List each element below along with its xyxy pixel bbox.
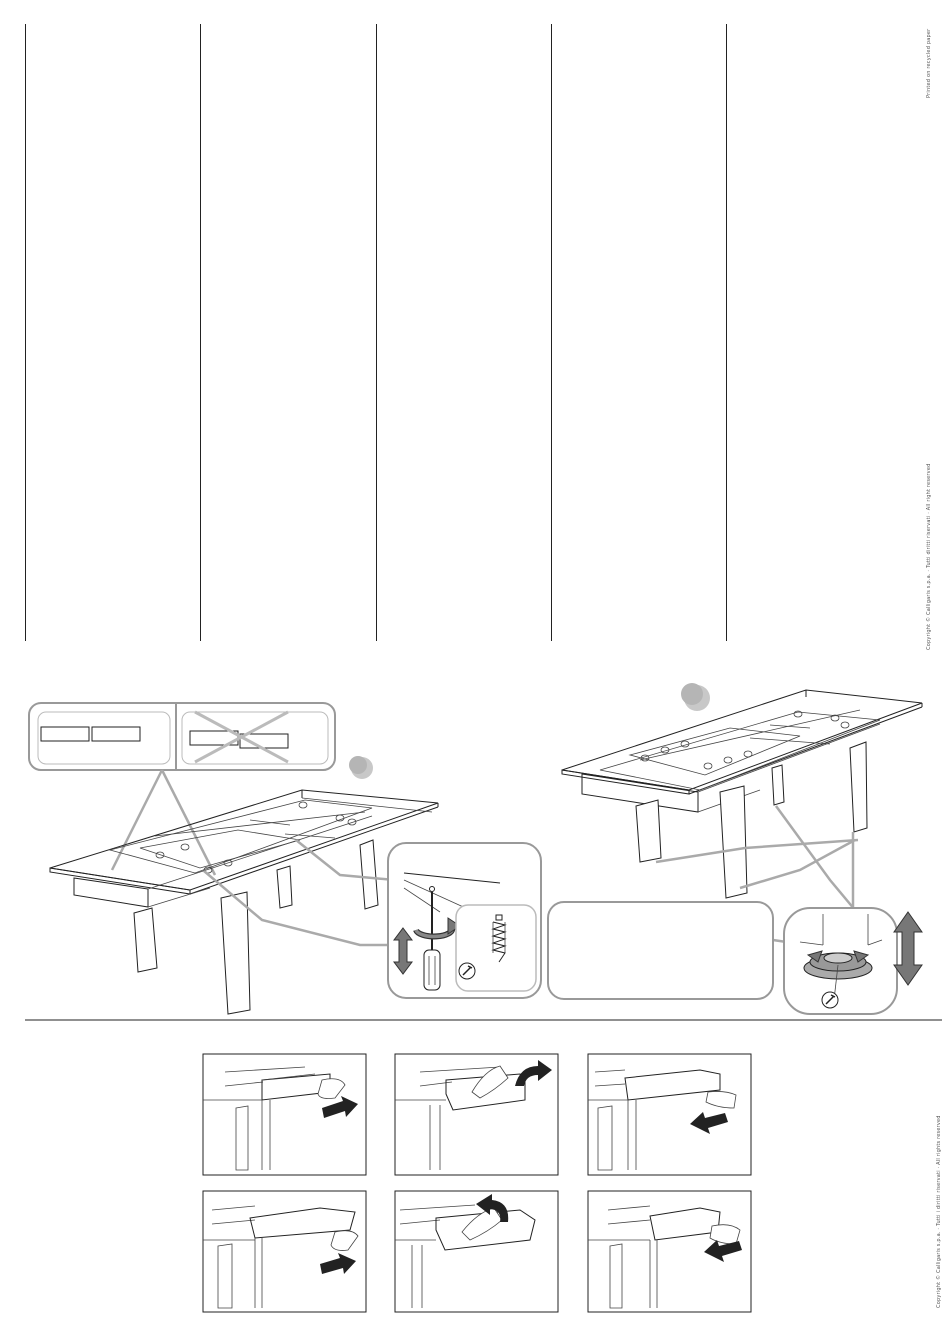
arrow-left-icon (690, 1112, 728, 1134)
step-panel-push-in-1 (588, 1054, 751, 1175)
step-panel-pull-out-2 (203, 1191, 366, 1312)
step-panel-pull-out-1 (203, 1054, 366, 1175)
arrow-right-icon (322, 1096, 358, 1118)
step-panel-lift-flip-2 (395, 1191, 558, 1312)
hand-icon (318, 1079, 345, 1099)
hand-icon (710, 1225, 740, 1244)
wrench-icon (822, 992, 838, 1008)
instruction-callout (548, 902, 773, 999)
wrench-icon (459, 963, 475, 979)
step-panel-push-in-2 (588, 1191, 751, 1312)
leveler-detail-callout (784, 908, 922, 1014)
hand-icon (462, 1208, 502, 1240)
screw-adjustment-callout (388, 843, 541, 998)
incorrect-alignment-diagram (182, 712, 328, 764)
hand-icon (706, 1091, 736, 1108)
printed-note: Printed on recycled paper (926, 28, 932, 98)
hand-icon (472, 1066, 508, 1098)
copyright-lower: Copyright © Calligaris s.p.a. · Tutti i diritti riservati · All rights reserved (936, 1115, 942, 1308)
correct-alignment-diagram (38, 712, 170, 764)
extending-table-right (562, 690, 922, 898)
extending-table-left (50, 790, 438, 1014)
arrow-left-icon (704, 1240, 742, 1262)
arrow-right-icon (320, 1253, 356, 1274)
copyright-upper: Copyright © Calligaris s.p.a. · Tutti diritti riservati · All right reserved (926, 463, 932, 650)
flip-arrow-icon (515, 1060, 552, 1086)
panel-alignment-callout (29, 703, 335, 770)
up-down-arrow-icon (894, 912, 922, 985)
hand-icon (331, 1231, 358, 1251)
step-panel-lift-flip-1 (395, 1054, 558, 1175)
